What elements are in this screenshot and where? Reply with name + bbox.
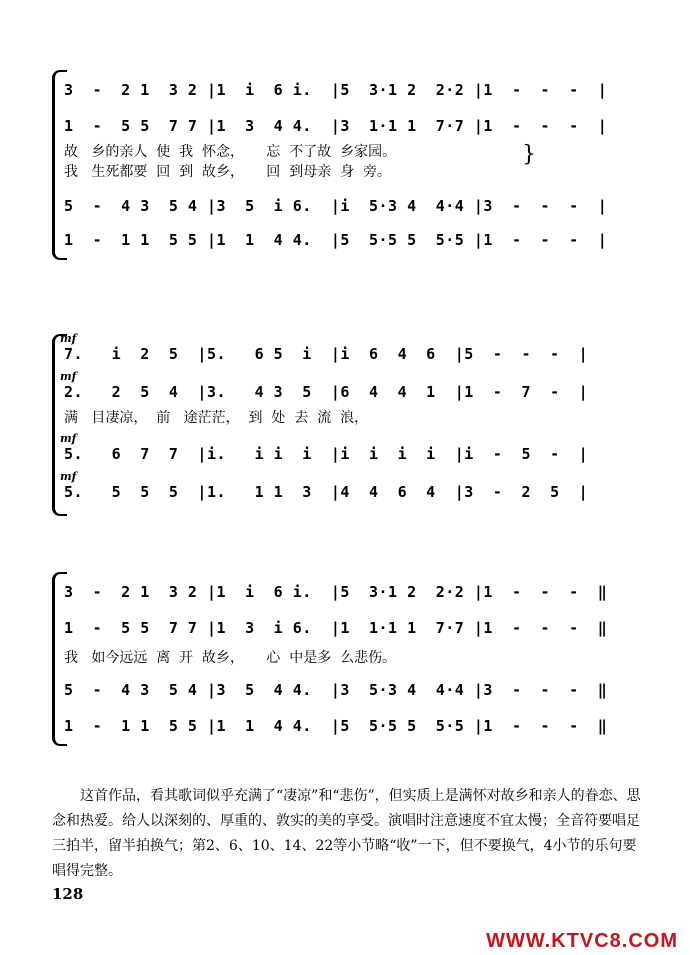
voice-row-1: 3 - 2 1 3 2 |1 i 6 i. |5 3·1 2 2·2 |1 - - - | [64, 81, 608, 99]
score-system-2 [52, 332, 642, 520]
page-number: 128 [52, 885, 84, 903]
lyric-brace: } [522, 142, 536, 167]
lyric-line-2: 我 生死都要 回 到 故乡， 回 到母亲 身 旁。 [64, 164, 392, 180]
voice-row-3: 5 - 4 3 5 4 |3 5 4 4. |3 5·3 4 4·4 |3 - - - ‖ [64, 681, 608, 699]
lyric-line-1: 我 如今远远 离 开 故乡， 心 中是多 么悲伤。 [64, 650, 397, 666]
lyric-line-1: 满 目凄凉， 前 途茫茫， 到 处 去 流 浪， [64, 410, 369, 426]
watermark-logo: WWW.KTVC8.COM [486, 930, 678, 952]
dynamic-mark: mf [60, 432, 77, 445]
voice-row-3: 5. 6 7 7 |i. i i i |i i i i |i - 5 - | [64, 445, 589, 463]
dynamic-mark: mf [60, 370, 77, 383]
voice-row-1: 7. i 2 5 |5. 6 5 i |i 6 4 6 |5 - - - | [64, 345, 589, 363]
commentary-paragraph [52, 784, 642, 884]
voice-row-2: 1 - 5 5 7 7 |1 3 i 6. |1 1·1 1 7·7 |1 - - - ‖ [64, 619, 608, 637]
voice-row-3: 5 - 4 3 5 4 |3 5 i 6. |i 5·3 4 4·4 |3 - - - | [64, 197, 608, 215]
voice-row-2: 2. 2 5 4 |3. 4 3 5 |6 4 4 1 |1 - 7 - | [64, 383, 589, 401]
voice-row-4: 1 - 1 1 5 5 |1 1 4 4. |5 5·5 5 5·5 |1 - - - | [64, 231, 608, 249]
system-bracket [52, 578, 55, 740]
dynamic-mark: mf [60, 332, 77, 345]
score-system-3 [52, 578, 642, 748]
voice-row-4: 1 - 1 1 5 5 |1 1 4 4. |5 5·5 5 5·5 |1 - - - ‖ [64, 717, 608, 735]
score-system-1 [52, 76, 642, 256]
voice-row-4: 5. 5 5 5 |1. 1 1 3 |4 4 6 4 |3 - 2 5 | [64, 483, 589, 501]
lyric-line-1: 故 乡的亲人 使 我 怀念， 忘 不了故 乡家园。 [64, 144, 397, 160]
voice-row-2: 1 - 5 5 7 7 |1 3 4 4. |3 1·1 1 7·7 |1 - - - | [64, 117, 608, 135]
voice-row-1: 3 - 2 1 3 2 |1 i 6 i. |5 3·1 2 2·2 |1 - - - ‖ [64, 583, 608, 601]
system-bracket [52, 76, 55, 254]
dynamic-mark: mf [60, 470, 77, 483]
commentary-text: 这首作品，看其歌词似乎充满了“凄凉”和“悲伤”，但实质上是满怀对故乡和亲人的眷恋、思念和热爱。给人以深刻的、厚重的、敦实的美的享受。演唱时注意速度不宜太慢；全音符要唱足三拍半，留半拍换气；第2、6、10、14、22等小节略“收”一下，但不要换气，4小节的乐句要唱得完整。 [52, 788, 641, 879]
system-bracket [52, 340, 55, 510]
